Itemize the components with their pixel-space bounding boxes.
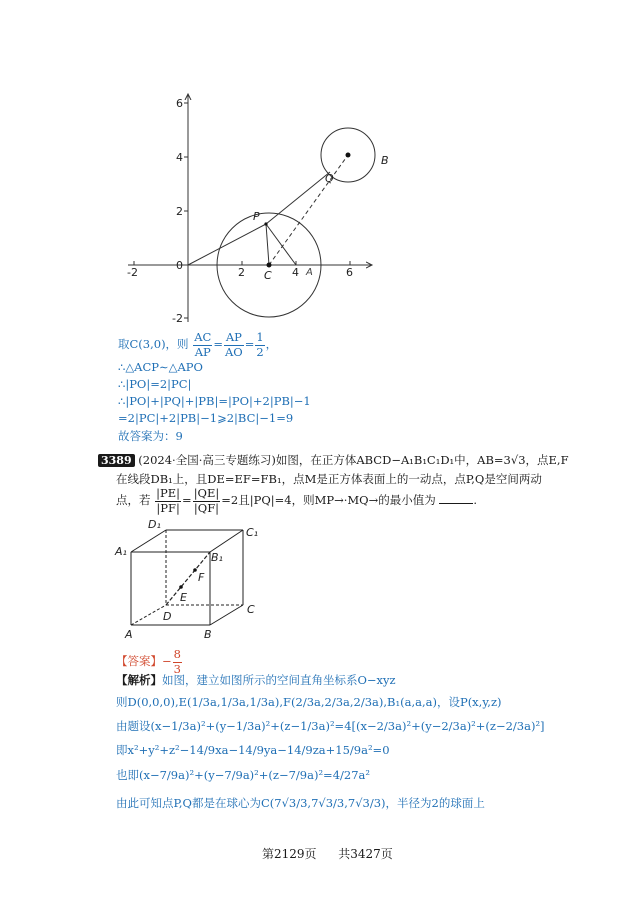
answer-line: 【答案】− $\frac{8}{3}$ xyxy=(116,647,181,676)
problem-line-3: 点，若 $\frac{|PE|}{|PF|}$ = $\frac{|QE|}{|QF|}$ =2且|PQ|=4，则MP→·MQ→的最小值为 . xyxy=(116,486,478,515)
cube-label-d: D xyxy=(163,610,172,623)
solution-line-1: 取C(3,0)，则 $\frac{AC}{AP}$ = $\frac{AP}{AO}$ = $\frac{1}{2}$ ， xyxy=(118,330,278,359)
analysis-line-1: 【解析】如图，建立如图所示的空间直角坐标系O−xyz xyxy=(116,673,396,687)
coordinate-graph xyxy=(120,88,410,328)
solution-line-2: ∴△ACP∼△APO xyxy=(118,360,203,374)
analysis-line-3: 由题设(x−1/3a)²+(y−1/3a)²+(z−1/3a)²=4[(x−2/3a)²+(y−2/3a)²+(z−2/3a)²] xyxy=(116,719,545,733)
analysis-line-2: 则D(0,0,0),E(1/3a,1/3a,1/3a),F(2/3a,2/3a,2/3a),B₁(a,a,a)，设P(x,y,z) xyxy=(116,695,502,709)
solution-line-6: 故答案为：9 xyxy=(118,429,183,443)
point-label-c: C xyxy=(264,269,272,282)
problem-number-badge: 3389 xyxy=(98,454,135,467)
point-label-a: A xyxy=(306,267,313,278)
page-footer xyxy=(262,845,393,862)
point-label-q: Q xyxy=(325,172,334,185)
y-tick-label: 6 xyxy=(176,97,183,110)
point-label-p: P xyxy=(253,210,260,223)
cube-label-c1: C₁ xyxy=(246,526,259,539)
cube-label-b1: B₁ xyxy=(211,551,223,564)
y-tick-label: -2 xyxy=(172,312,183,325)
cube-label-a1: A₁ xyxy=(115,545,127,558)
y-tick-label: 2 xyxy=(176,205,183,218)
solution-line-4: ∴|PO|+|PQ|+|PB|=|PO|+2|PB|−1 xyxy=(118,394,311,408)
solution-line-3: ∴|PO|=2|PC| xyxy=(118,377,192,391)
analysis-line-5: 也即(x−7/9a)²+(y−7/9a)²+(z−7/9a)²=4/27a² xyxy=(116,768,370,782)
problem-line-2: 在线段DB₁上，且DE=EF=FB₁，点M是正方体表面上的一动点，点P,Q是空间两动 xyxy=(116,472,542,486)
cube-label-a: A xyxy=(125,628,133,641)
page-total: 共3427页 xyxy=(338,847,393,861)
x-tick-label: -2 xyxy=(127,266,138,279)
answer-blank xyxy=(439,493,473,504)
cube-label-f: F xyxy=(198,571,205,584)
analysis-line-4: 即x²+y²+z²−14/9xa−14/9ya−14/9za+15/9a²=0 xyxy=(116,743,390,757)
page-number: 第2129页 xyxy=(262,847,317,861)
x-tick-label: 4 xyxy=(292,266,299,279)
point-label-b: B xyxy=(381,154,389,167)
y-tick-label: 4 xyxy=(176,151,183,164)
cube-figure xyxy=(112,516,272,644)
cube-label-e: E xyxy=(180,591,187,604)
cube-label-b: B xyxy=(204,628,212,641)
problem-line-1: 3389 (2024·全国·高三专题练习)如图，在正方体ABCD−A₁B₁C₁D₁中，AB=3√3，点E,F xyxy=(98,452,569,468)
analysis-line-6: 由此可知点P,Q都是在球心为C(7√3/3,7√3/3,7√3/3)，半径为2的球面上 xyxy=(116,796,485,810)
cube-label-c: C xyxy=(247,603,255,616)
solution-line-5: =2|PC|+2|PB|−1⩾2|BC|−1=9 xyxy=(118,411,294,425)
x-tick-label: 2 xyxy=(238,266,245,279)
y-tick-label: 0 xyxy=(176,259,183,272)
x-tick-label: 6 xyxy=(346,266,353,279)
cube-label-d1: D₁ xyxy=(148,518,161,531)
